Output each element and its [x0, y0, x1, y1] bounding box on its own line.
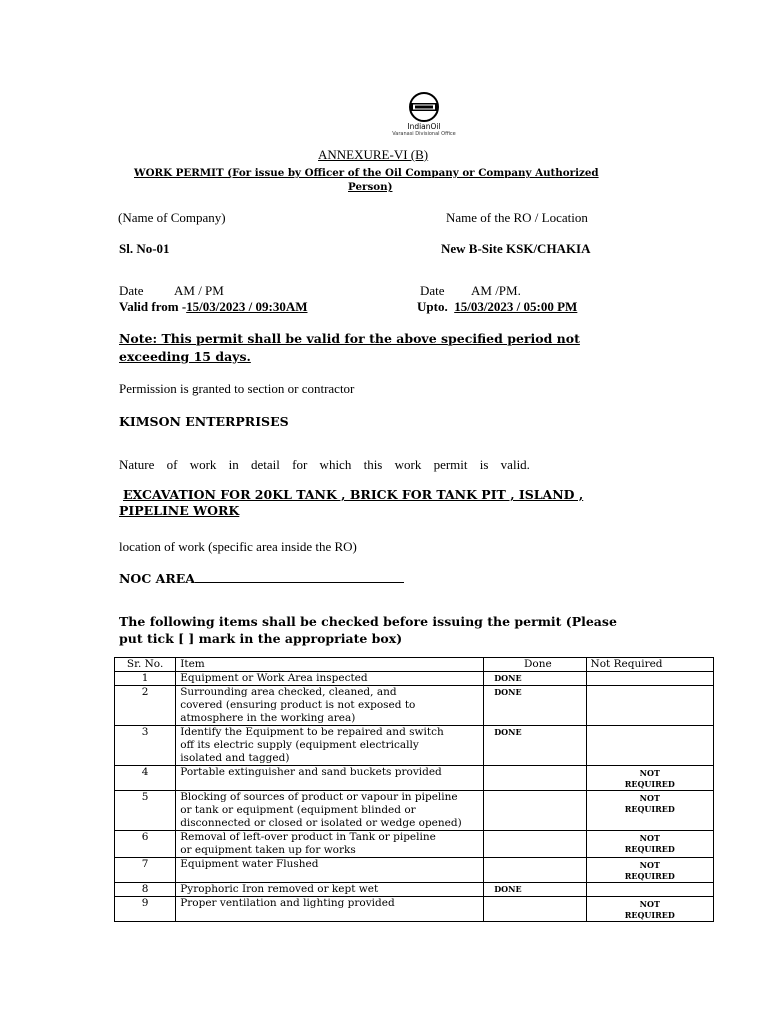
upto [417, 299, 577, 315]
row-item-line: Equipment or Work Area inspected [180, 672, 368, 684]
subtitle-line2: Person) [348, 181, 393, 193]
row-item-line: Portable extinguisher and sand buckets provided [180, 766, 442, 778]
not-required-word: REQUIRED [624, 779, 675, 789]
row-item-line: Proper ventilation and lighting provided [180, 897, 395, 909]
row-item-line: or equipment taken up for works [180, 844, 356, 856]
row-item [176, 831, 484, 858]
not-required-text [591, 897, 709, 921]
row-item [176, 858, 484, 883]
row-item-line: or tank or equipment (equipment blinded or [180, 804, 416, 816]
valid-from [119, 299, 308, 315]
row-done[interactable]: DONE [484, 883, 586, 897]
row-not-required[interactable] [586, 726, 713, 766]
note-line2: exceeding 15 days. [119, 349, 251, 364]
row-item [176, 766, 484, 791]
upto-label: Upto. [417, 299, 448, 314]
row-item-line: covered (ensuring product is not exposed to [180, 699, 416, 711]
row-item [176, 686, 484, 726]
row-not-required[interactable] [586, 791, 713, 831]
check-heading-line1: The following items shall be checked before issuing the permit (Please [119, 614, 617, 629]
header-sr-no: Sr. No. [115, 658, 176, 672]
row-item-line: disconnected or closed or isolated or wedge opened) [180, 817, 462, 829]
table-row [115, 858, 714, 883]
subtitle-line1: WORK PERMIT (For issue by Officer of the Oil Company or Company Authorized [134, 167, 599, 179]
not-required-text [591, 831, 709, 855]
row-sr-no: 9 [115, 897, 176, 922]
row-item-line: Identify the Equipment to be repaired and switch [180, 726, 444, 738]
row-not-required[interactable] [586, 883, 713, 897]
row-item [176, 883, 484, 897]
company-label: (Name of Company) [118, 210, 226, 225]
row-done[interactable] [484, 831, 586, 858]
annexure-title: ANNEXURE-VI (B) [318, 147, 429, 162]
row-done[interactable]: DONE [484, 726, 586, 766]
nature-text: Nature of work in detail for which this work permit is valid. [119, 457, 530, 472]
row-done[interactable]: DONE [484, 686, 586, 726]
logo-office: Varanasi Divisional Office [392, 131, 456, 137]
table-row [115, 672, 714, 686]
not-required-word: NOT [639, 793, 660, 803]
row-item [176, 897, 484, 922]
row-item [176, 672, 484, 686]
row-not-required[interactable] [586, 686, 713, 726]
row-done[interactable] [484, 897, 586, 922]
table-row [115, 766, 714, 791]
valid-from-label: Valid from - [119, 299, 187, 314]
row-sr-no: 1 [115, 672, 176, 686]
row-not-required[interactable] [586, 897, 713, 922]
row-done[interactable] [484, 766, 586, 791]
row-item-line: isolated and tagged) [180, 752, 290, 764]
logo-brand: IndianOil [407, 122, 441, 131]
row-sr-no: 7 [115, 858, 176, 883]
ampm-left: AM / PM [174, 283, 224, 298]
not-required-word: REQUIRED [624, 871, 675, 881]
row-sr-no: 5 [115, 791, 176, 831]
row-sr-no: 6 [115, 831, 176, 858]
checklist-table [114, 657, 714, 922]
row-done[interactable] [484, 858, 586, 883]
not-required-word: NOT [639, 833, 660, 843]
row-not-required[interactable] [586, 672, 713, 686]
row-item [176, 726, 484, 766]
ampm-right: AM /PM. [471, 283, 521, 298]
row-done[interactable] [484, 791, 586, 831]
header-not-required: Not Required [586, 658, 713, 672]
not-required-word: REQUIRED [624, 844, 675, 854]
row-not-required[interactable] [586, 858, 713, 883]
row-item-line: Blocking of sources of product or vapour in pipeline [180, 791, 458, 803]
table-row [115, 726, 714, 766]
row-item-line: atmosphere in the working area) [180, 712, 356, 724]
row-not-required[interactable] [586, 766, 713, 791]
row-sr-no: 8 [115, 883, 176, 897]
work-line1: EXCAVATION FOR 20KL TANK , BRICK FOR TANK PIT , ISLAND , [123, 487, 584, 502]
row-item [176, 791, 484, 831]
noc-area [119, 571, 404, 586]
sl-no: Sl. No-01 [119, 241, 170, 256]
table-header-row [115, 658, 714, 672]
table-row [115, 686, 714, 726]
not-required-word: NOT [639, 860, 660, 870]
indianoil-emblem-icon [407, 92, 441, 122]
table-row [115, 831, 714, 858]
noc-area-label: NOC AREA [119, 571, 195, 586]
note-line1: Note: This permit shall be valid for the above specified period not [119, 331, 580, 346]
not-required-word: NOT [639, 768, 660, 778]
row-item-line: off its electric supply (equipment electrically [180, 739, 419, 751]
not-required-word: REQUIRED [624, 804, 675, 814]
row-item-line: Removal of left-over product in Tank or pipeline [180, 831, 436, 843]
row-item-line: Equipment water Flushed [180, 858, 319, 870]
table-row [115, 883, 714, 897]
row-sr-no: 2 [115, 686, 176, 726]
location-text: location of work (specific area inside the RO) [119, 539, 357, 554]
indianoil-logo [392, 92, 456, 144]
row-item-line: Surrounding area checked, cleaned, and [180, 686, 397, 698]
header-done: Done [484, 658, 586, 672]
row-done[interactable]: DONE [484, 672, 586, 686]
ro-label: Name of the RO / Location [446, 210, 588, 225]
row-item-line: Pyrophoric Iron removed or kept wet [180, 883, 379, 895]
upto-value: 15/03/2023 / 05:00 PM [454, 299, 578, 314]
row-sr-no: 4 [115, 766, 176, 791]
date-right-label: Date [420, 283, 445, 298]
check-heading-line2: put tick [ ] mark in the appropriate box) [119, 631, 403, 646]
header-item: Item [176, 658, 484, 672]
valid-from-value: 15/03/2023 / 09:30AM [186, 299, 308, 314]
work-line2: PIPELINE WORK [119, 503, 240, 518]
contractor-name: KIMSON ENTERPRISES [119, 414, 289, 429]
date-left-label: Date [119, 283, 144, 298]
not-required-word: NOT [639, 899, 660, 909]
not-required-text [591, 791, 709, 815]
table-row [115, 897, 714, 922]
not-required-text [591, 858, 709, 882]
not-required-text [591, 766, 709, 790]
row-sr-no: 3 [115, 726, 176, 766]
row-not-required[interactable] [586, 831, 713, 858]
ro-value: New B-Site KSK/CHAKIA [441, 241, 591, 256]
table-row [115, 791, 714, 831]
permission-text: Permission is granted to section or contractor [119, 381, 355, 396]
not-required-word: REQUIRED [624, 910, 675, 920]
noc-area-line [195, 572, 404, 583]
